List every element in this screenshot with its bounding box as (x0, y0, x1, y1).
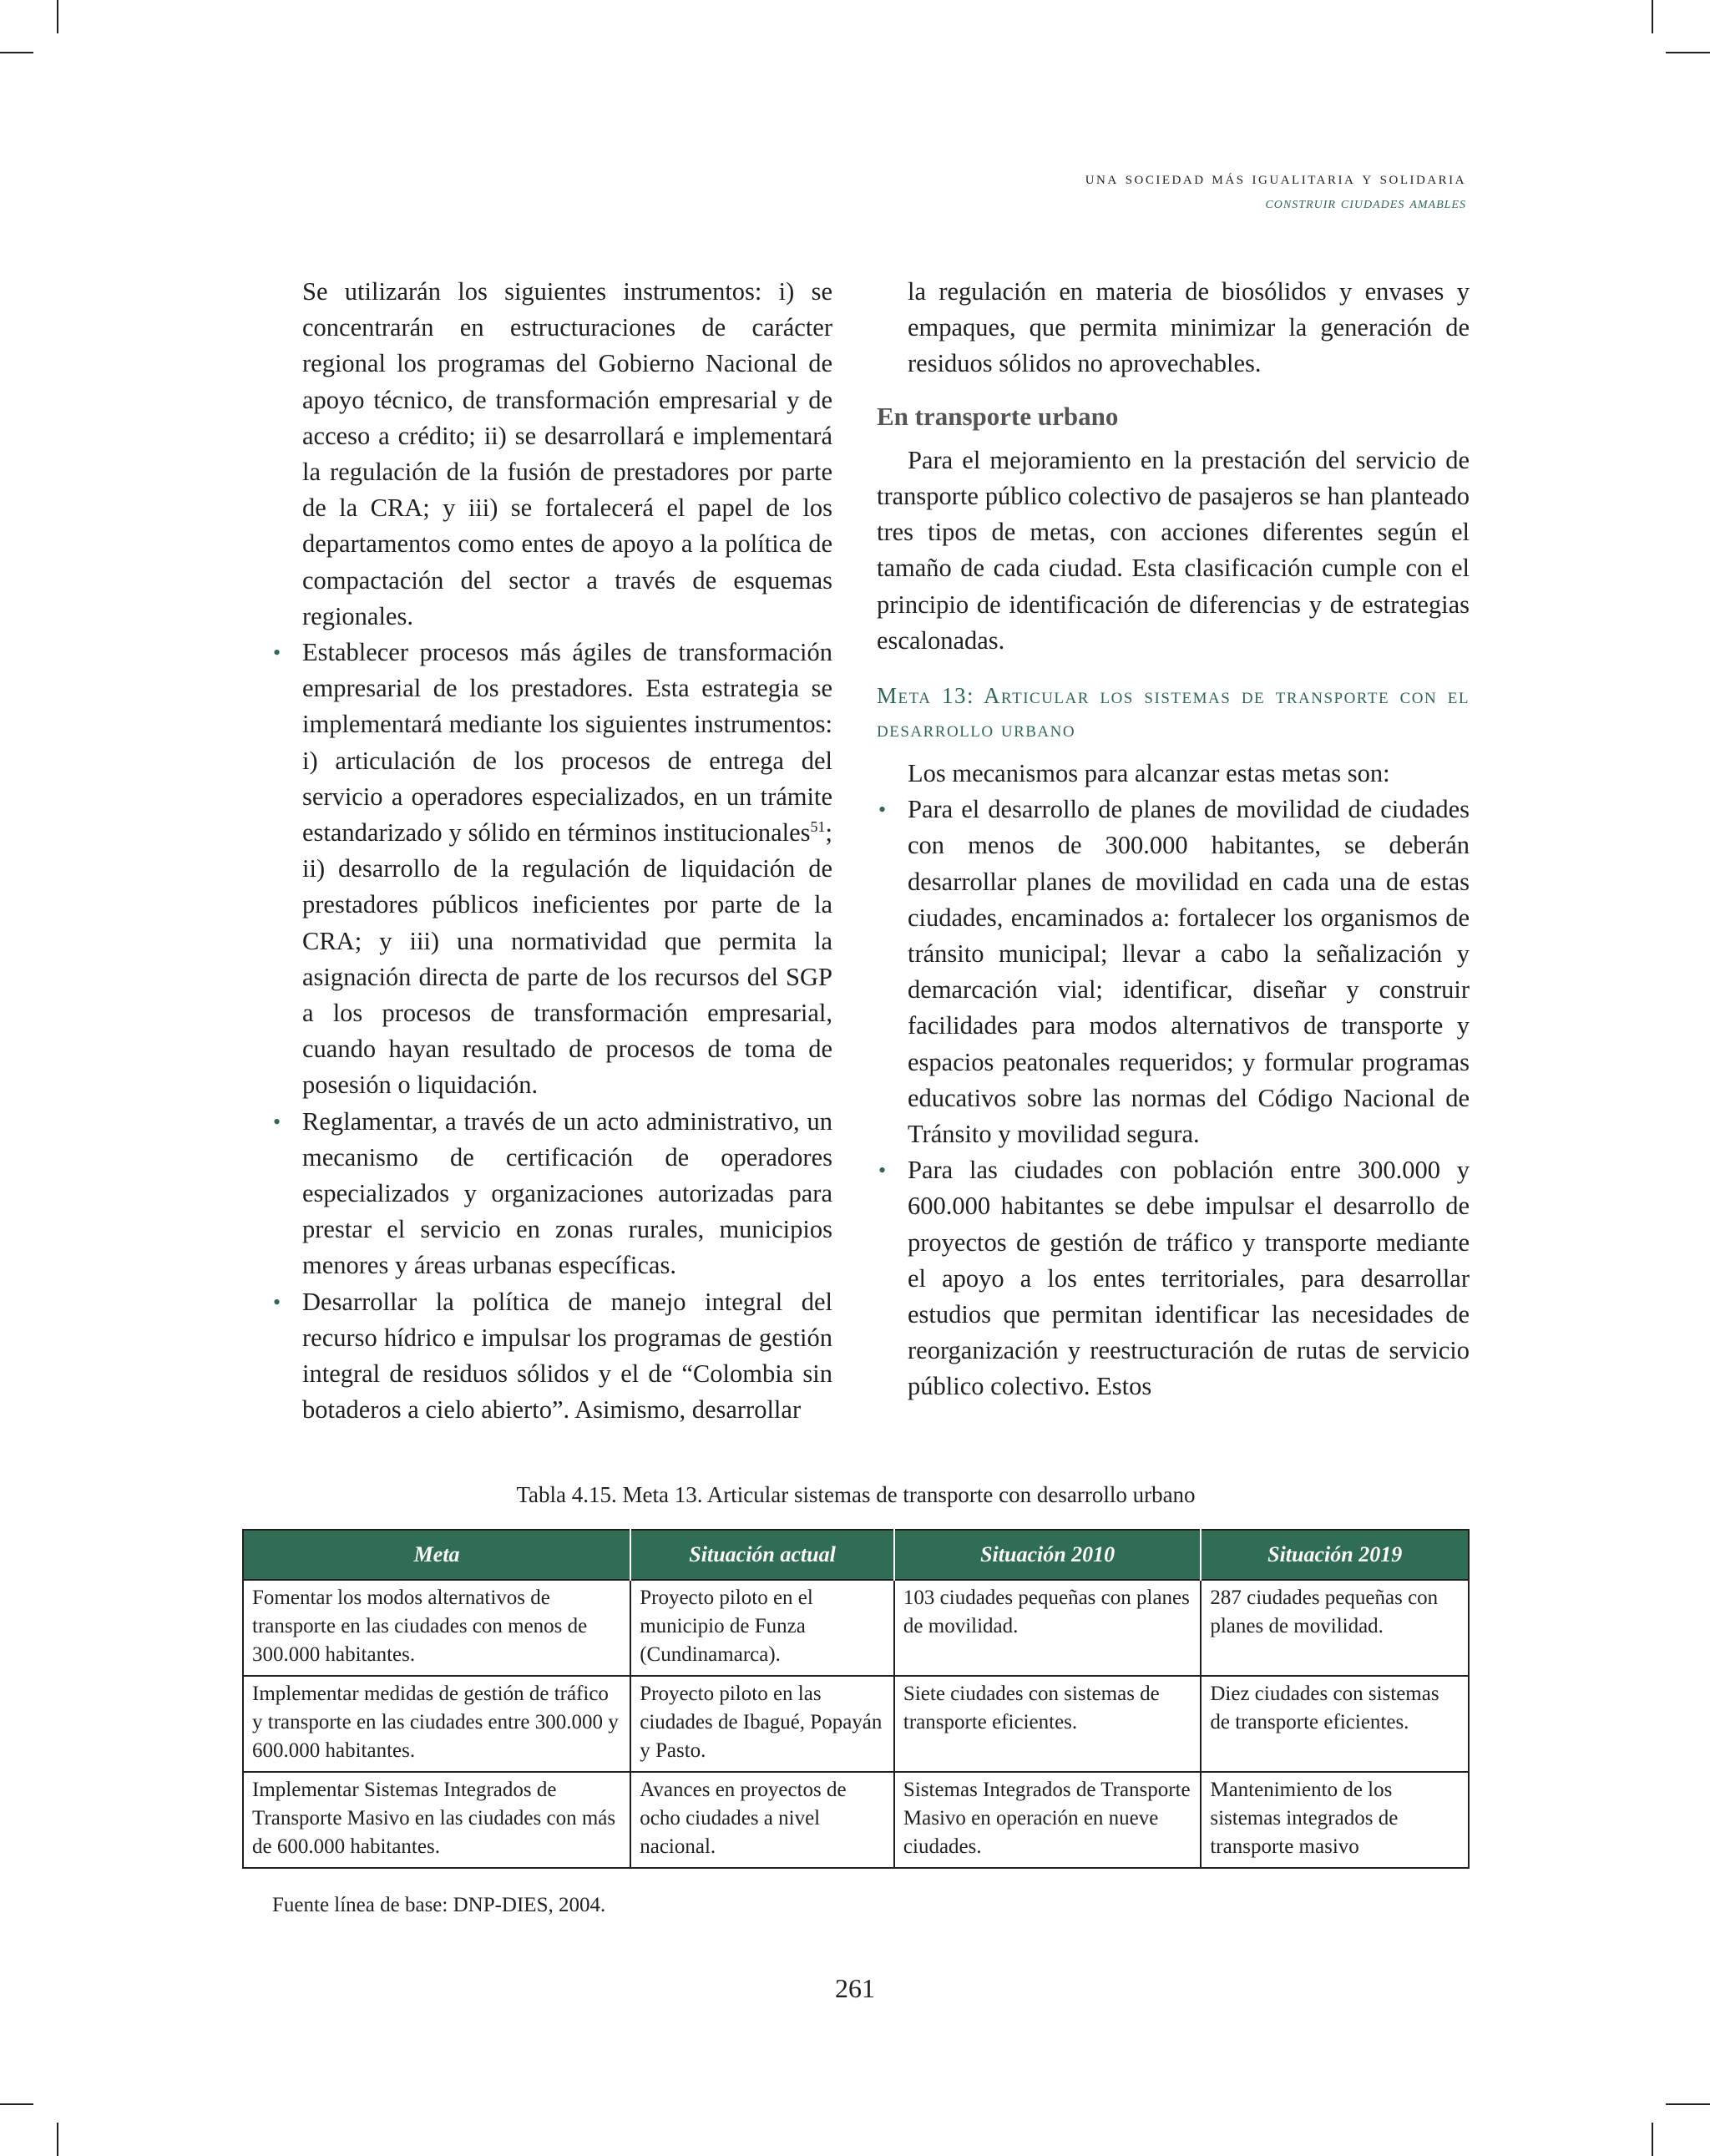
running-head-title: una sociedad más igualitaria y solidaria (1085, 167, 1466, 188)
running-head-subtitle: construir ciudades amables (1265, 194, 1466, 212)
table-cell: Proyecto piloto en el municipio de Funza (Cundinamarca). (630, 1580, 894, 1676)
list-item (271, 635, 832, 1104)
crop-mark (57, 0, 58, 33)
table-cell: Siete ciudades con sistemas de transporte eficientes. (894, 1676, 1201, 1772)
continued-paragraph: Se utilizarán los siguientes instrumentos: i) se concentrarán en estructuraciones de carácter regional los programas del Gobierno Nacional de apoyo técnico, de transformación empresarial y de acceso a crédito; ii) se desarrollará e implementará la regulación de la fusión de prestadores por parte de la CRA; y iii) se fortalecerá el papel de los departamentos como entes de apoyo a la política de compactación del sector a través de esquemas regionales. (302, 277, 832, 630)
table-cell: Implementar medidas de gestión de tráfico y transporte en las ciudades entre 300.000 y 600.000 habitantes. (243, 1676, 630, 1772)
mechanisms-intro: Los mecanismos para alcanzar estas metas son: (908, 759, 1390, 788)
crop-mark (57, 2123, 58, 2156)
bullet-text: ; ii) desarrollo de la regulación de liquidación de prestadores públicos ineficientes por parte de la CRA; y iii) una normatividad que permita la asignación directa de parte de los recursos del SGP a los procesos de transformación empresarial, cuando hayan resultado de procesos de toma de posesión o liquidación. (302, 818, 832, 1100)
column-header: Situación 2019 (1201, 1530, 1469, 1580)
table-source-note: Fuente línea de base: DNP-DIES, 2004. (272, 1894, 606, 1916)
data-table (242, 1529, 1470, 1869)
list-item: • Para el desarrollo de planes de movilidad de ciudades con menos de 300.000 habitantes, se deberán desarrollar planes de movilidad en cada una de estas ciudades, encaminados a: fortalecer los organismos de tránsito municipal; llevar a cabo la señalización y demarcación vial; identificar, diseñar y construir facilidades para modos alternativos de transporte y espacios peatonales requeridos; y formular programas educativos sobre las normas del Código Nacional de Tránsito y movilidad segura. (877, 792, 1470, 1152)
crop-mark (1666, 52, 1710, 53)
table-cell: Avances en proyectos de ocho ciudades a nivel nacional. (630, 1772, 894, 1868)
left-column (271, 274, 832, 1429)
table-cell: Proyecto piloto en las ciudades de Ibagué, Popayán y Pasto. (630, 1676, 894, 1772)
meta-heading: Meta 13: Articular los sistemas de transporte con el desarrollo urbano (877, 683, 1470, 742)
continued-paragraph: la regulación en materia de biosólidos y envases y empaques, que permita minimizar la generación de residuos sólidos no aprovechables. (908, 277, 1470, 378)
table-row (243, 1580, 1469, 1676)
bullet-list (877, 792, 1470, 1404)
page-number: 261 (835, 1973, 875, 2003)
column-header: Meta (243, 1530, 630, 1580)
bullet-text: Establecer procesos más ágiles de transformación empresarial de los prestadores. Esta estrategia se implementará mediante los siguientes instrumentos: i) articulación de los procesos de entrega del servicio a operadores especializados, en un trámite estandarizado y sólido en términos institucionales (302, 638, 832, 848)
footnote-ref[interactable]: 51 (810, 817, 826, 835)
crop-mark (1652, 0, 1653, 33)
list-item: • Para las ciudades con población entre 300.000 y 600.000 habitantes se debe impulsar el desarrollo de proyectos de gestión de tráfico y transporte mediante el apoyo a los entes territoriales, para desarrollar estudios que permitan identificar las necesidades de reorganización y reestructuración de rutas de servicio público colectivo. Estos (877, 1152, 1470, 1404)
section-heading: En transporte urbano (877, 401, 1119, 431)
list-item: • Desarrollar la política de manejo integral del recurso hídrico e impulsar los programas de gestión integral de residuos sólidos y el de “Colombia sin botaderos a cielo abierto”. Asimismo, desarrollar (271, 1284, 832, 1429)
table-cell: 287 ciudades pequeñas con planes de movilidad. (1201, 1580, 1469, 1676)
table-row (243, 1676, 1469, 1772)
list-item: • Reglamentar, a través de un acto administrativo, un mecanismo de certificación de operadores especializados y organizaciones autorizadas para prestar el servicio en zonas rurales, municipios menores y áreas urbanas específicas. (271, 1104, 832, 1284)
crop-mark (0, 52, 33, 53)
column-header: Situación 2010 (894, 1530, 1201, 1580)
crop-mark (0, 2103, 33, 2105)
crop-mark (1652, 2123, 1653, 2156)
table-cell: Implementar Sistemas Integrados de Transporte Masivo en las ciudades con más de 600.000 habitantes. (243, 1772, 630, 1868)
body-paragraph: Para el mejoramiento en la prestación del servicio de transporte público colectivo de pasajeros se han planteado tres tipos de metas, con acciones diferentes según el tamaño de cada ciudad. Esta clasificación cumple con el principio de identificación de diferencias y de estrategias escalonadas. (877, 445, 1470, 655)
running-head (1085, 165, 1466, 215)
table-header-row (243, 1530, 1469, 1580)
table-caption: Tabla 4.15. Meta 13. Articular sistemas de transporte con desarrollo urbano (516, 1482, 1196, 1507)
table-cell: Mantenimiento de los sistemas integrados de transporte masivo (1201, 1772, 1469, 1868)
table-row (243, 1772, 1469, 1868)
table-cell: 103 ciudades pequeñas con planes de movilidad. (894, 1580, 1201, 1676)
right-column (877, 274, 1470, 1405)
table-cell: Sistemas Integrados de Transporte Masivo en operación en nueve ciudades. (894, 1772, 1201, 1868)
crop-mark (1666, 2103, 1710, 2105)
table-cell: Fomentar los modos alternativos de transporte en las ciudades con menos de 300.000 habitantes. (243, 1580, 630, 1676)
bullet-list (271, 635, 832, 1428)
table-cell: Diez ciudades con sistemas de transporte eficientes. (1201, 1676, 1469, 1772)
column-header: Situación actual (630, 1530, 894, 1580)
